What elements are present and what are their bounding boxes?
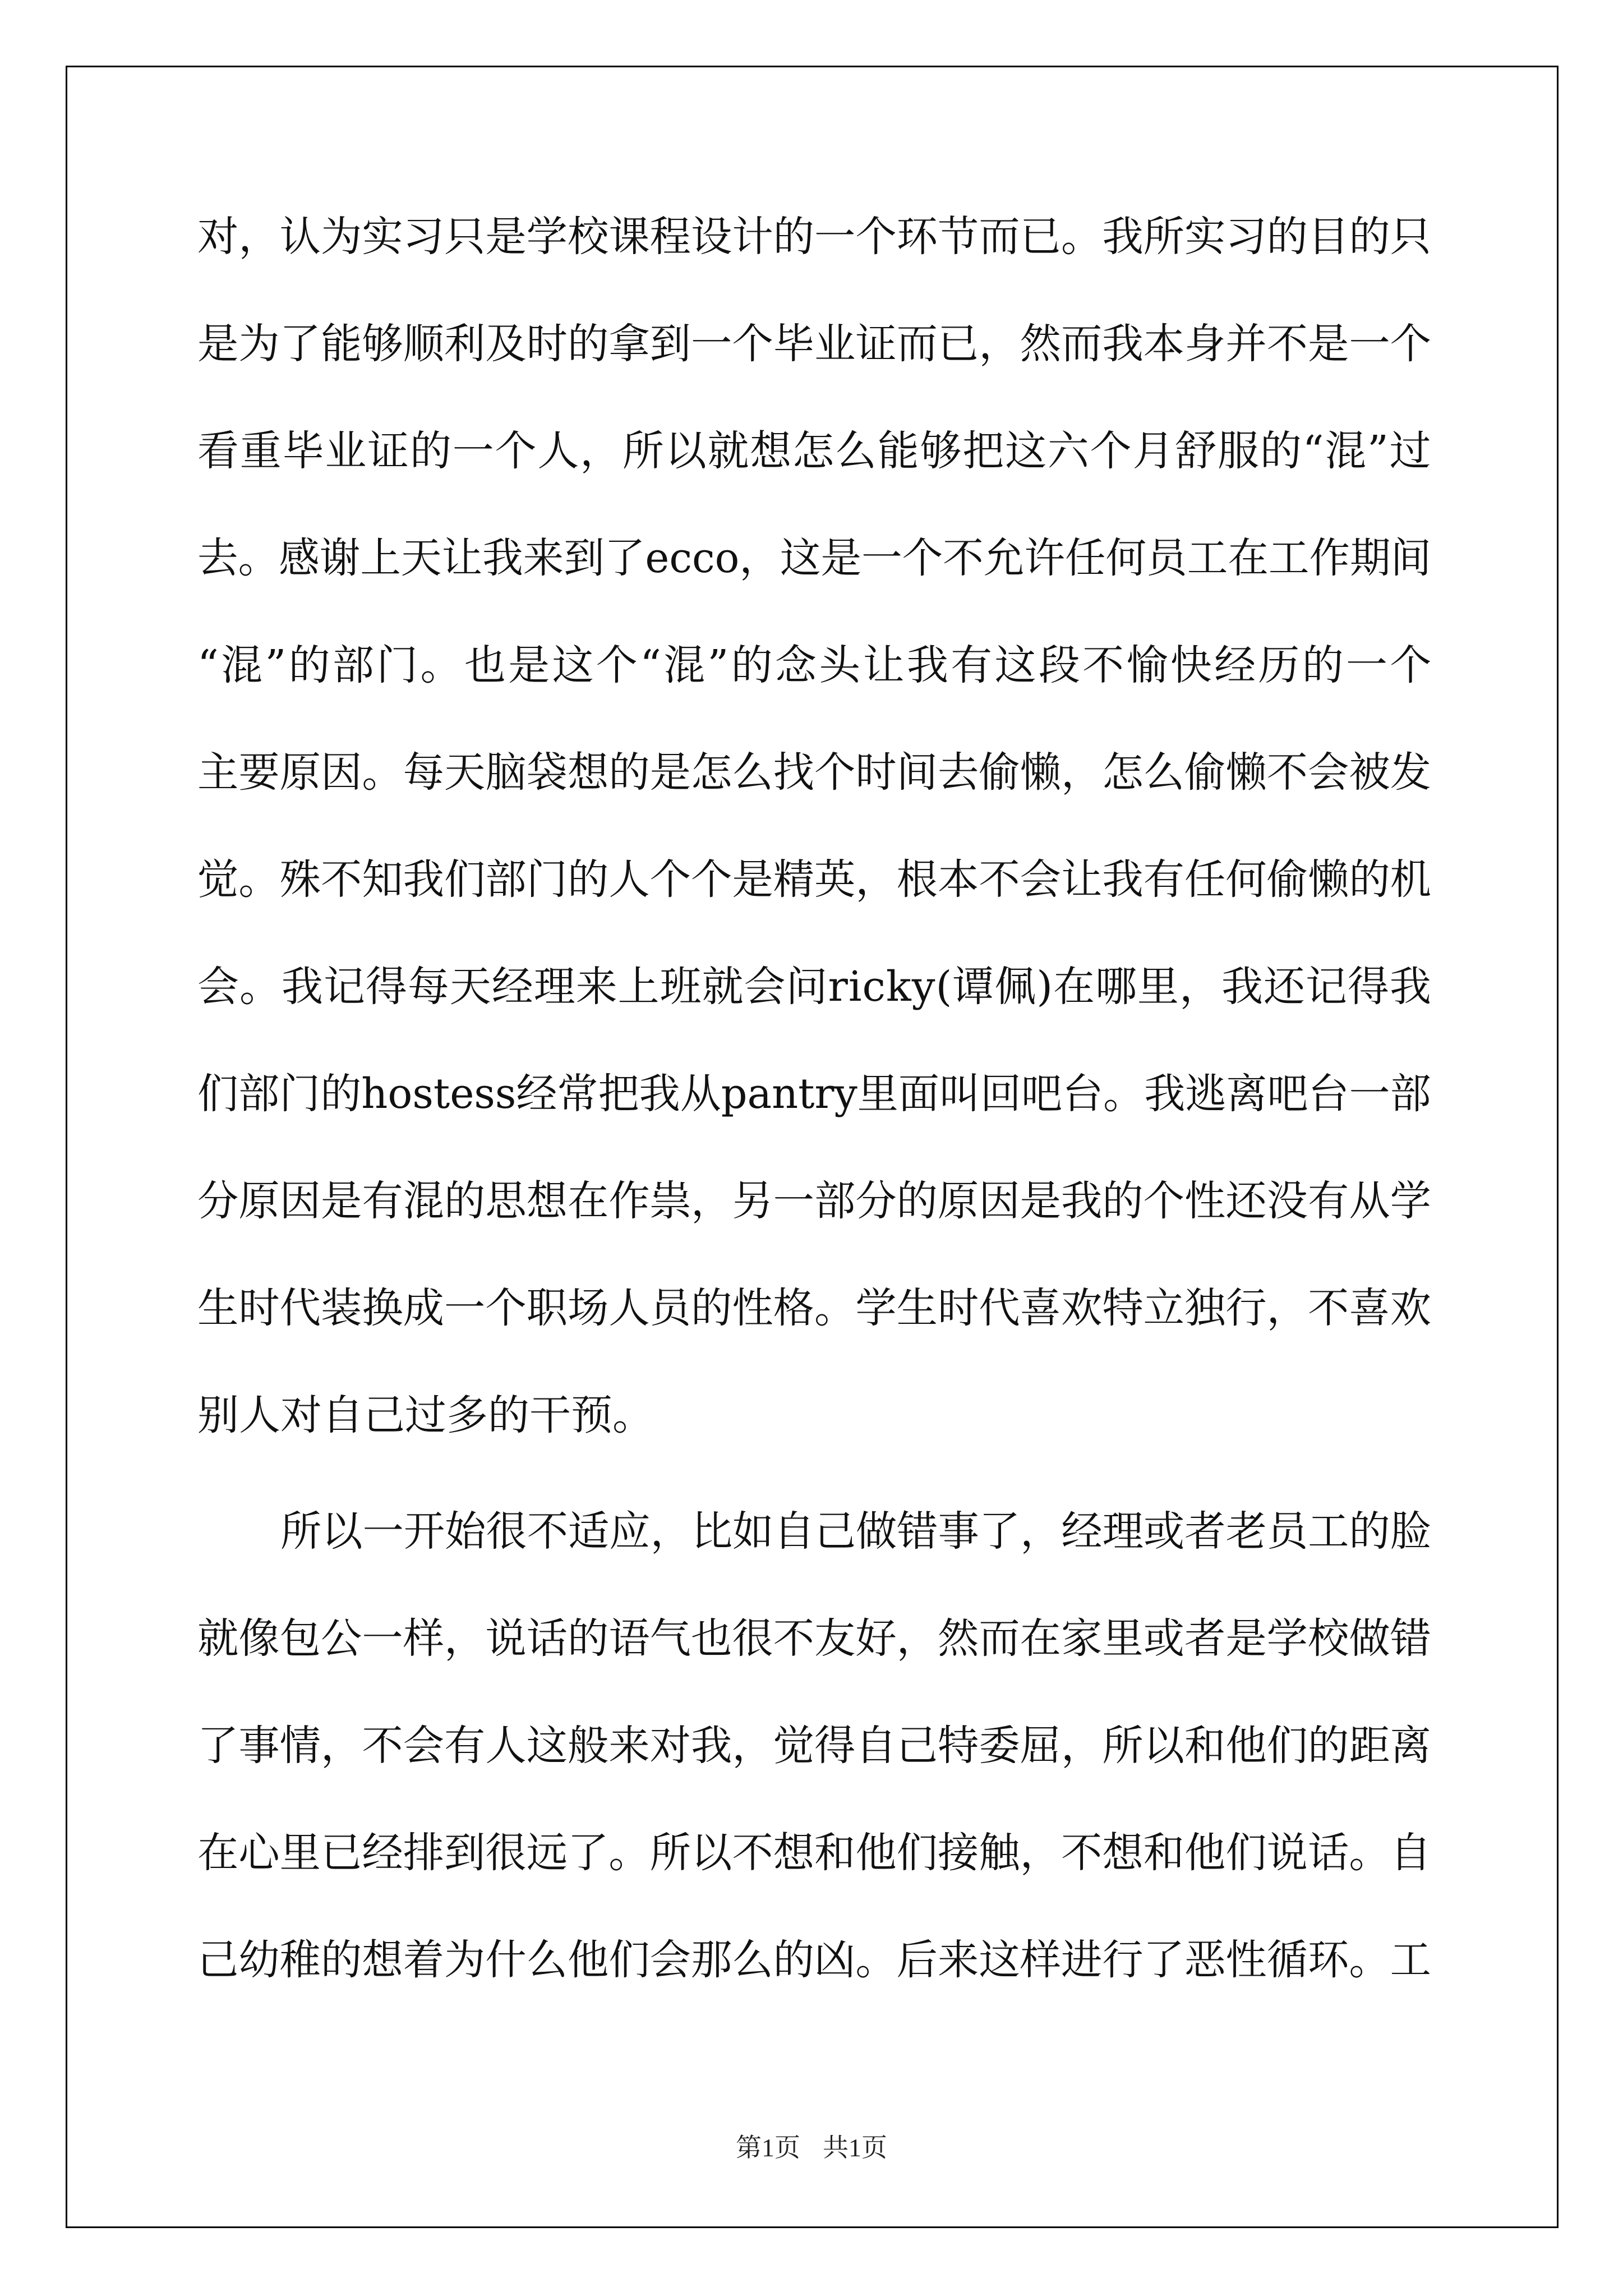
text-line: 去。感谢上天让我来到了ecco，这是一个不允许任何员工在工作期间	[197, 534, 1432, 582]
text-line: 在心里已经排到很远了。所以不想和他们接触，不想和他们说话。自	[197, 1829, 1431, 1877]
text-line: 觉。殊不知我们部门的人个个是精英，根本不会让我有任何偷懒的机	[197, 855, 1431, 904]
page-total: 共1页	[823, 2133, 887, 2162]
text-line: 看重毕业证的一个人，所以就想怎么能够把这六个月舒服的“混”过	[197, 427, 1432, 475]
text-line: 己幼稚的想着为什么他们会那么的凶。后来这样进行了恶性循环。工	[197, 1936, 1431, 1984]
text-line: 就像包公一样，说话的语气也很不友好，然而在家里或者是学校做错	[197, 1614, 1431, 1663]
text-line: 会。我记得每天经理来上班就会问ricky(谭佩)在哪里，我还记得我	[197, 963, 1432, 1011]
text-line: 分原因是有混的思想在作祟，另一部分的原因是我的个性还没有从学	[197, 1177, 1431, 1225]
text-line: 所以一开始很不适应，比如自己做错事了，经理或者老员工的脸	[280, 1507, 1431, 1556]
page-footer	[0, 2127, 1623, 2164]
text-line: 生时代装换成一个职场人员的性格。学生时代喜欢特立独行，不喜欢	[197, 1284, 1431, 1332]
text-line: 别人对自己过多的干预。	[197, 1391, 654, 1439]
text-line: 了事情，不会有人这般来对我，觉得自己特委屈，所以和他们的距离	[197, 1722, 1431, 1770]
text-line: 是为了能够顺利及时的拿到一个毕业证而已，然而我本身并不是一个	[197, 320, 1431, 368]
text-line: 主要原因。每天脑袋想的是怎么找个时间去偷懒，怎么偷懒不会被发	[197, 748, 1431, 797]
page-border	[66, 66, 1559, 2228]
text-line: “混”的部门。也是这个“混”的念头让我有这段不愉快经历的一个	[197, 641, 1434, 689]
text-line: 们部门的hostess经常把我从pantry里面叫回吧台。我逃离吧台一部	[197, 1070, 1431, 1118]
page-number: 第1页	[736, 2133, 800, 2162]
text-line: 对，认为实习只是学校课程设计的一个环节而已。我所实习的目的只	[197, 213, 1431, 261]
